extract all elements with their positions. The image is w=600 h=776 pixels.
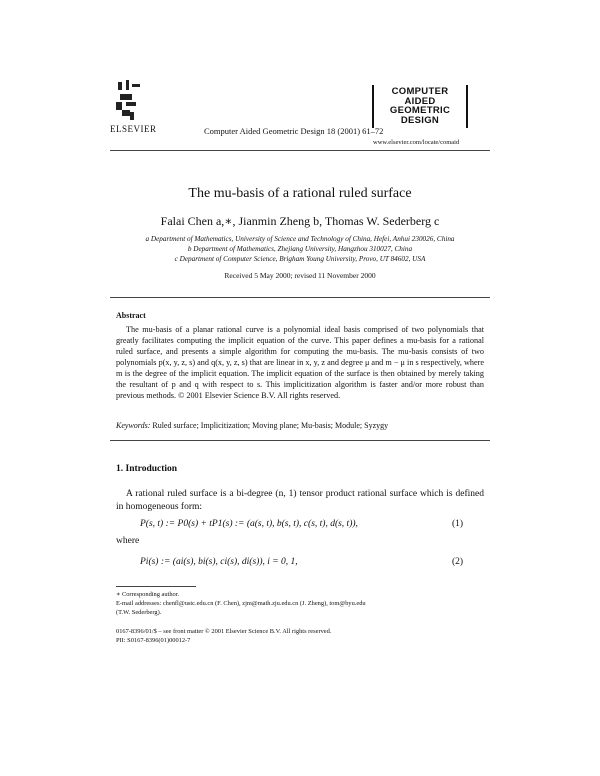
section-heading: 1. Introduction: [116, 464, 178, 474]
footnote-corresponding: ∗ Corresponding author.: [116, 591, 180, 598]
pii-line: PII: S0167-8396(01)00012-7: [116, 637, 191, 644]
journal-logo-line: DESIGN: [400, 114, 440, 126]
footnote-rule: [116, 586, 196, 587]
equation-1-number: (1): [452, 519, 464, 529]
header-rule: [110, 150, 490, 151]
paper-title: The mu-basis of a rational ruled surface: [188, 186, 412, 201]
received-dates: Received 5 May 2000; revised 11 November 2000: [224, 271, 376, 280]
keywords: [116, 421, 388, 430]
keywords-label: Keywords:: [116, 421, 151, 430]
issn-line: 0167-8396/01/$ – see front matter © 2001 Elsevier Science B.V. All rights reserved.: [116, 628, 332, 635]
footnote-emails: E-mail addresses: chenfl@ustc.edu.cn (F. Chen), zjm@math.zju.edu.cn (J. Zheng), tom@byu.edu: [116, 600, 366, 607]
journal-logo-line: COMPUTER: [391, 86, 449, 97]
equation-1: P(s, t) := P0(s) + tP1(s) := (a(s, t), b(s, t), c(s, t), d(s, t)),: [140, 519, 358, 529]
abstract-body: [116, 324, 484, 401]
affiliation: c Department of Computer Science, Brigham Young University, Provo, UT 84602, USA: [174, 255, 426, 263]
journal-logo-line: AIDED: [404, 95, 436, 107]
journal-citation: Computer Aided Geometric Design 18 (2001) 61–72: [204, 126, 384, 136]
keywords-list: Ruled surface; Implicitization; Moving plane; Mu-basis; Module; Syzygy: [152, 421, 389, 430]
equation-2-number: (2): [452, 557, 464, 567]
intro-text: A rational ruled surface is a bi-degree (n, 1) tensor product rational surface which is defined in homogeneous form:: [116, 489, 484, 512]
affiliation: b Department of Mathematics, Zhejiang University, Hangzhou 310027, China: [187, 245, 413, 253]
abstract-heading: Abstract: [116, 311, 146, 320]
footnote-emails-cont: (T.W. Sederberg).: [116, 609, 162, 616]
keywords-rule: [110, 440, 490, 441]
publisher-logo-text: ELSEVIER: [110, 124, 157, 134]
journal-logo: [372, 85, 468, 128]
equation-2: Pi(s) := (ai(s), bi(s), ci(s), di(s)), i = 0, 1,: [140, 557, 298, 567]
abstract-text: The mu-basis of a planar rational curve is a polynomial ideal basis comprised of two polynomials that greatly facilitates computing the implicit equation of the curve. This paper defines a mu-basis for a rational ruled surface, and presents a simple algorithm for computing the mu-basis. The mu-basis consists of two polynomials p(x, y, z, s) and q(x, y, z, s) that are linear in x, y, z and degree μ and m − μ in s respectively, where m is the degree of the implicit equation. The implicit equation of the surface is then obtained by merely taking the resultant of p and q with respect to s. This implicitization algorithm is faster and/or more robust than previous methods. © 2001 Elsevier Science B.V. All rights reserved.: [116, 325, 484, 400]
abstract-rule: [110, 297, 490, 298]
affiliation: a Department of Mathematics, University of Science and Technology of China, Hefei, Anhui 230026, China: [145, 235, 455, 243]
journal-logo-line: GEOMETRIC: [389, 105, 451, 116]
author-list: Falai Chen a,∗, Jianmin Zheng b, Thomas W. Sederberg c: [160, 214, 440, 228]
where-text: where: [116, 536, 140, 546]
intro-paragraph: [116, 488, 484, 514]
journal-website[interactable]: www.elsevier.com/locate/comaid: [373, 139, 460, 146]
